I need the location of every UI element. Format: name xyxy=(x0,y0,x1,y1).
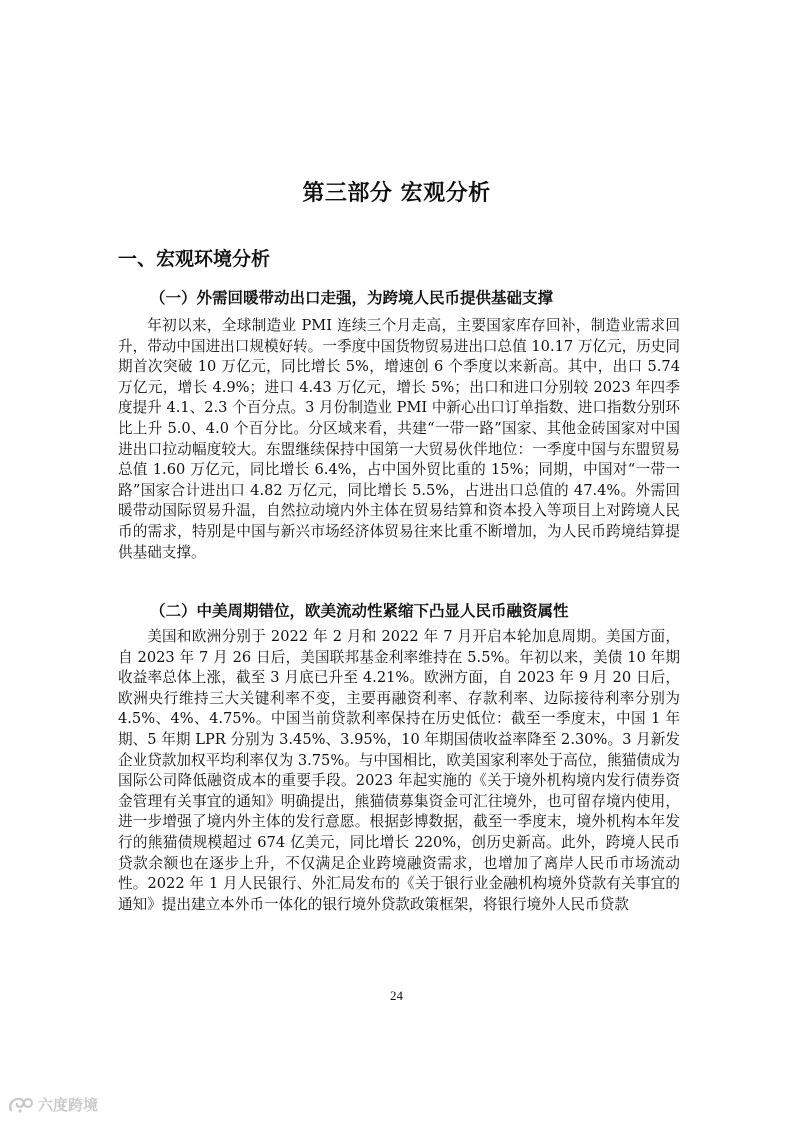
watermark-text: 六度跨境 xyxy=(38,1096,99,1114)
watermark-logo-icon xyxy=(8,1096,34,1114)
watermark xyxy=(8,1094,98,1115)
subsection-paragraph-2: 美国和欧洲分别于 2022 年 2 月和 2022 年 7 月开启本轮加息周期。美国方面，自 2023 年 7 月 26 日后，美国联邦基金利率维持在 5.5%。年初以来，美债 10 年期收益率总体上涨，截至 3 月底已升至 4.21%。欧洲方面，自 2023 年 9 月 20 日后，欧洲央行维持三大关键利率不变，主要再融资利率、存款利率、边际接待利率分别为 4.5%、4%、4.75%。中国当前贷款利率保持在历史低位：截至一季度末，中国 1 年期、5 年期 LPR 分别为 3.45%、3.95%，10 年期国债收益率降至 2.30%。3 月新发企业贷款加权平均利率仅为 3.75%。与中国相比，欧美国家利率处于高位，熊猫债成为国际公司降低融资成本的重要手段。2023 年起实施的《关于境外机构境内发行债券资金管理有关事宜的通知》明确提出，熊猫债募集资金可汇往境外，也可留存境内使用，进一步增强了境内外主体的发行意愿。根据彭博数据，截至一季度末，境外机构本年发行的熊猫债规模超过 674 亿美元，同比增长 220%，创历史新高。此外，跨境人民币贷款余额也在逐步上升，不仅满足企业跨境融资需求，也增加了离岸人民币市场流动性。2022 年 1 月人民银行、外汇局发布的《关于银行业金融机构境外贷款有关事宜的通知》提出建立本外币一体化的银行境外贷款政策框架，将银行境外人民币贷款 xyxy=(118,628,680,913)
part-title: 第三部分 宏观分析 xyxy=(302,181,491,206)
page-number: 24 xyxy=(390,988,403,1003)
subsection-title-1: （一）外需回暖带动出口走强，为跨境人民币提供基础支撑 xyxy=(150,289,554,307)
subsection-paragraph-1: 年初以来，全球制造业 PMI 连续三个月走高，主要国家库存回补，制造业需求回升，带动中国进出口规模好转。一季度中国货物贸易进出口总值 10.17 万亿元，历史同期首次突破 10 万亿元，同比增长 5%，增速创 6 个季度以来新高。其中，出口 5.74 万亿元，增长 4.9%；进口 4.43 万亿元，增长 5%；出口和进口分别较 2023 年四季度提升 4.1、2.3 个百分点。3 月份制造业 PMI 中新心出口订单指数、进口指数分别环比上升 5.0、4.0 个百分比。分区域来看，共建“一带一路”国家、其他金砖国家对中国进出口拉动幅度较大。东盟继续保持中国第一大贸易伙伴地位：一季度中国与东盟贸易总值 1.60 万亿元，同比增长 6.4%，占中国外贸比重的 15%；同期，中国对“一带一路”国家合计进出口 4.82 万亿元，同比增长 5.5%，占进出口总值的 47.4%。外需回暖带动国际贸易升温，自然拉动境内外主体在贸易结算和资本投入等项目上对跨境人民币的需求，特别是中国与新兴市场经济体贸易往来比重不断增加，为人民币跨境结算提供基础支撑。 xyxy=(118,317,680,561)
subsection-title-2: （二）中美周期错位，欧美流动性紧缩下凸显人民币融资属性 xyxy=(150,602,569,620)
section-title: 一、宏观环境分析 xyxy=(118,248,271,270)
